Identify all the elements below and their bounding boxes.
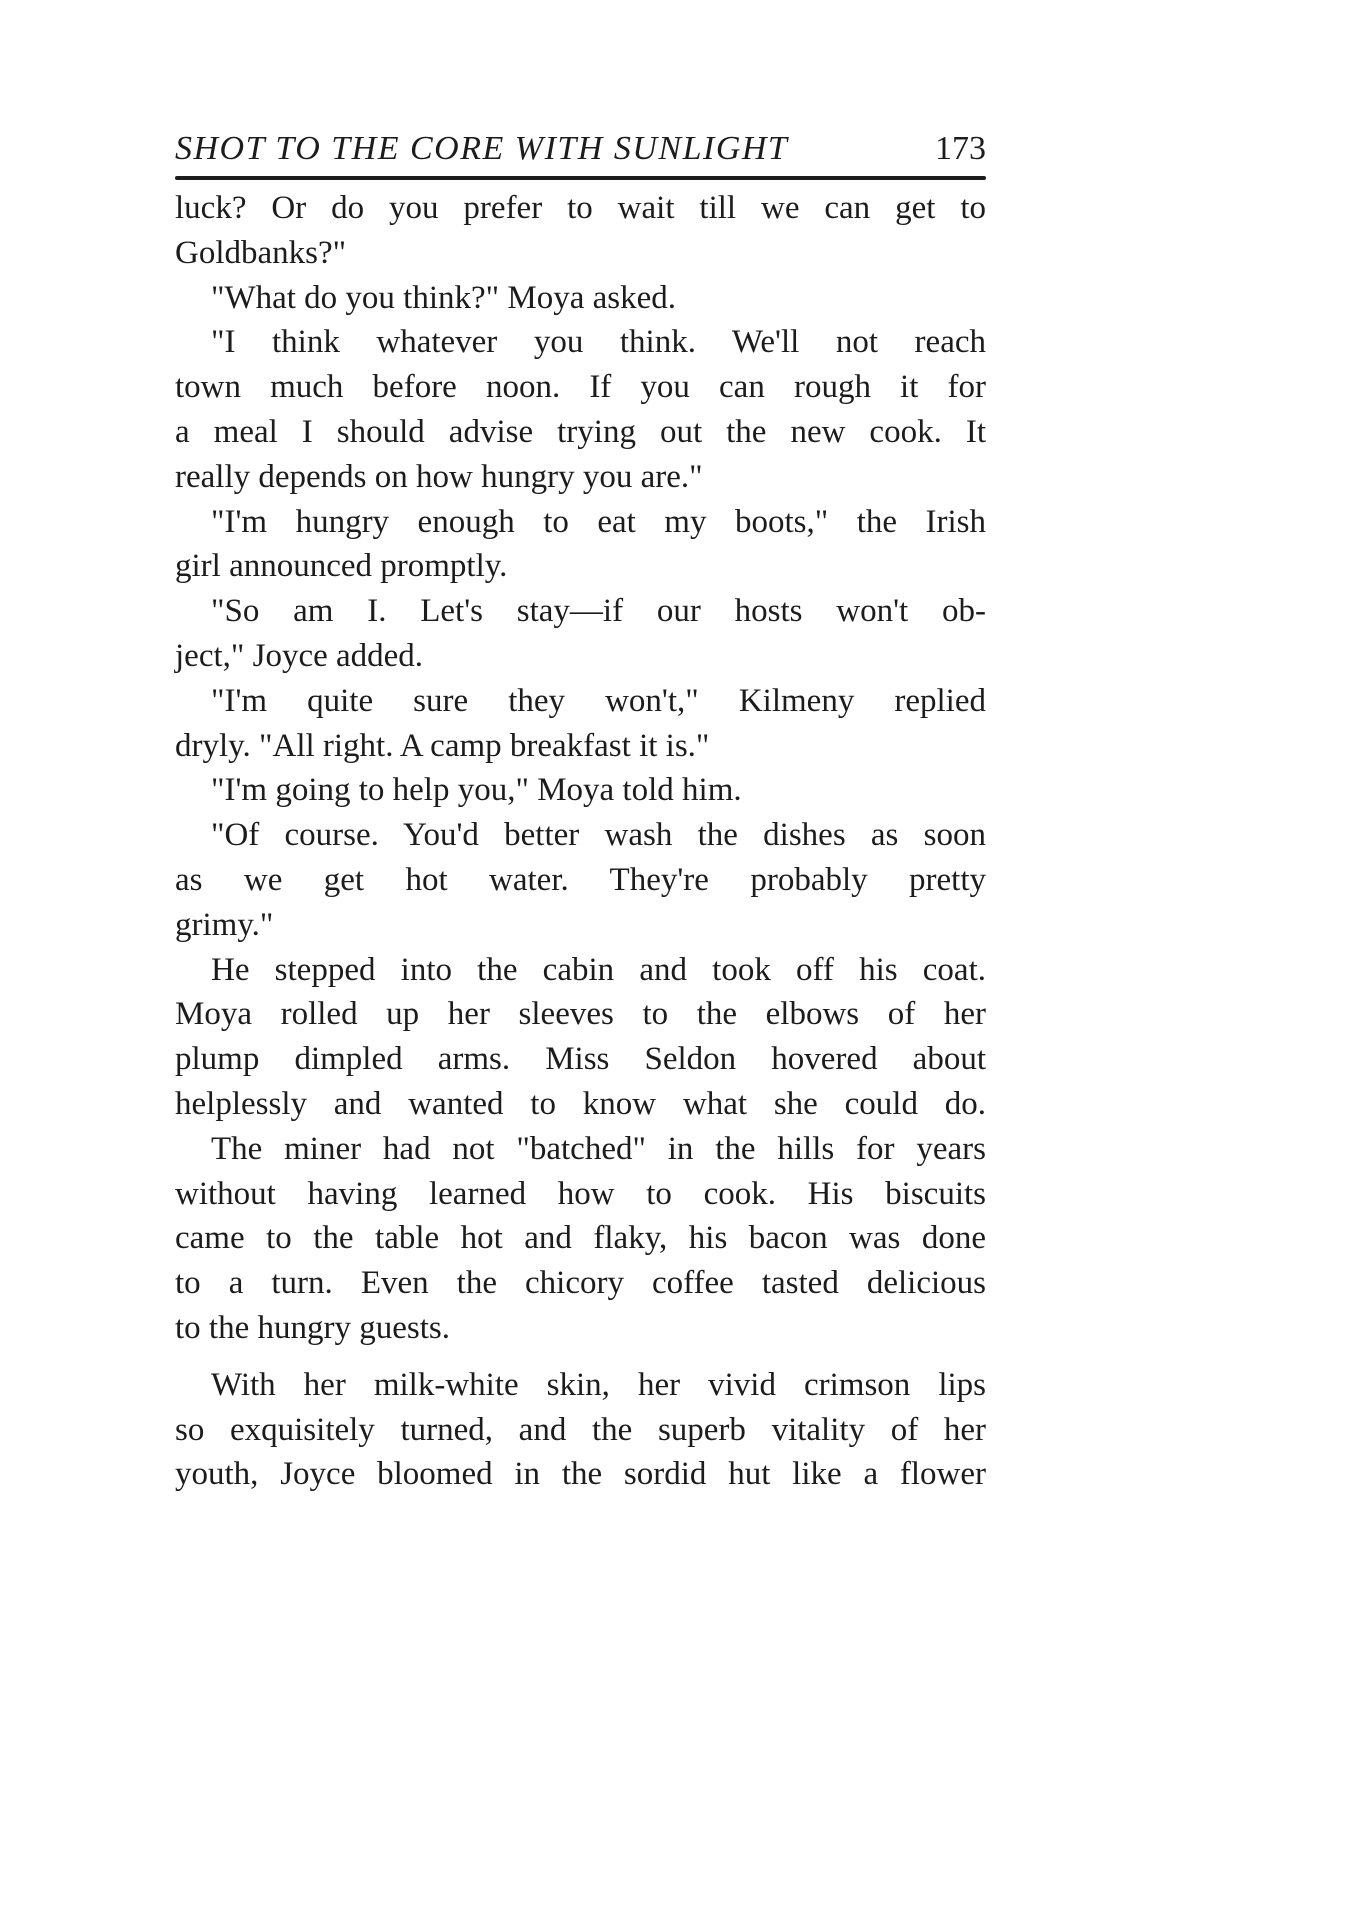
text-line: to the hungry guests. xyxy=(175,1309,450,1346)
text-line: youth, Joyce bloomed in the sordid hut like a flower xyxy=(175,1456,986,1493)
text-line: "Of course. You'd better wash the dishes as soon xyxy=(211,817,986,854)
running-head xyxy=(175,118,986,170)
text-line: "I'm going to help you," Moya told him. xyxy=(211,772,742,809)
text-line: "So am I. Let's stay—if our hosts won't ob- xyxy=(211,593,986,630)
text-line: He stepped into the cabin and took off his coat. xyxy=(211,951,986,988)
text-line: a meal I should advise trying out the new cook. It xyxy=(175,413,986,450)
text-line: grimy." xyxy=(175,906,274,943)
header-rule xyxy=(175,176,986,180)
text-line: to a turn. Even the chicory coffee tasted delicious xyxy=(175,1265,986,1302)
text-line: as we get hot water. They're probably pretty xyxy=(175,861,986,898)
page-number: 173 xyxy=(935,130,986,167)
text-line: The miner had not "batched" in the hills for years xyxy=(211,1130,986,1167)
text-line: Moya rolled up her sleeves to the elbows of her xyxy=(175,996,986,1033)
text-line: "I'm hungry enough to eat my boots," the Irish xyxy=(211,503,986,540)
text-line: ject," Joyce added. xyxy=(175,637,424,674)
text-line: With her milk-white skin, her vivid crimson lips xyxy=(211,1366,986,1403)
text-line: without having learned how to cook. His biscuits xyxy=(175,1175,986,1212)
paragraph-gap xyxy=(175,1351,986,1363)
text-line: girl announced promptly. xyxy=(175,548,508,585)
running-head-title: SHOT TO THE CORE WITH SUNLIGHT xyxy=(175,130,789,167)
text-line: luck? Or do you prefer to wait till we can get to xyxy=(175,190,986,226)
text-line: helplessly and wanted to know what she could do. xyxy=(175,1085,986,1122)
book-page xyxy=(175,118,986,1497)
text-line: "I'm quite sure they won't," Kilmeny replied xyxy=(211,682,986,719)
text-line: came to the table hot and flaky, his bacon was done xyxy=(175,1220,986,1257)
text-line: so exquisitely turned, and the superb vitality of her xyxy=(175,1411,986,1448)
text-line: dryly. "All right. A camp breakfast it is." xyxy=(175,727,710,764)
text-line: "What do you think?" Moya asked. xyxy=(211,279,677,316)
text-line: Goldbanks?" xyxy=(175,234,347,271)
text-line: "I think whatever you think. We'll not reach xyxy=(211,324,986,361)
text-line: really depends on how hungry you are." xyxy=(175,458,703,495)
text-line: plump dimpled arms. Miss Seldon hovered about xyxy=(175,1041,986,1078)
body-text xyxy=(175,186,986,1497)
text-line: town much before noon. If you can rough it for xyxy=(175,369,986,406)
